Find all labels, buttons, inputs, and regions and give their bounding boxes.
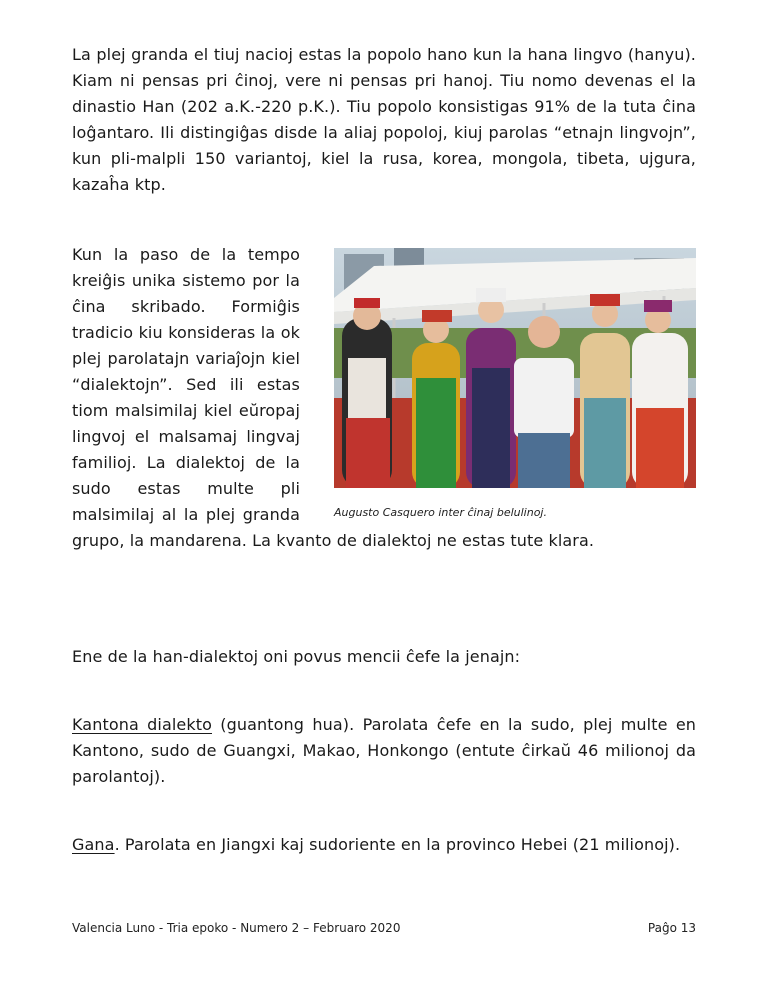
- photo-caption: Augusto Casquero inter ĉinaj belulinoj.: [334, 506, 547, 519]
- photo-group-image: [334, 248, 696, 488]
- term-cantonese: Kantona dialekto: [72, 715, 212, 734]
- paragraph-list-intro: Ene de la han-dialektoj oni povus mencii ĉefe la jenajn:: [72, 647, 521, 666]
- term-gan: Gana: [72, 835, 115, 854]
- text-gan: . Parolata en Jiangxi kaj sudoriente en la provinco Hebei (21 milionoj).: [114, 835, 681, 854]
- paragraph-gan: [72, 832, 696, 858]
- footer-publication: Valencia Luno - Tria epoko - Numero 2 – Februaro 2020: [72, 921, 401, 935]
- paragraph-cantonese: [72, 712, 696, 790]
- paragraph-dialects: Kun la paso de la tempo kreiĝis unika sistemo por la ĉina skribado. Formiĝis tradicio kiu konsideras la ok plej parolatajn variaĵojn kiel “dialektojn”. Sed ili estas tiom malsimilaj kiel eŭropaj lingvoj el malsamaj lingvaj familioj. La dialektoj de la sudo estas multe pli malsimilaj al la plej granda grupo, la mandarena. La kvanto de dialektoj ne estas tute klara.: [72, 245, 595, 550]
- photo-figure: [334, 248, 696, 519]
- paragraph-intro: La plej granda el tiuj nacioj estas la popolo hano kun la hana lingvo (hanyu). Kiam ni pensas pri ĉinoj, vere ni pensas pri hanoj. Tiu nomo devenas el la dinastio Han (202 a.K.-220 p.K.). Tiu popolo konsistigas 91% de la tuta ĉina loĝantaro. Ili distingiĝas disde la aliaj popoloj, kiuj parolas “etnajn lingvojn”, kun pli-malpli 150 variantoj, kiel la rusa, korea, mongola, tibeta, ujgura, kazaĥa ktp.: [72, 45, 696, 194]
- footer-page-number: Paĝo 13: [647, 921, 696, 935]
- page-footer: [72, 921, 696, 935]
- text-cantonese: (guantong hua). Parolata ĉefe en la sudo, plej multe en Kantono, sudo de Guangxi, Makao, Honkongo (entute ĉirkaŭ 46 milionoj da parolantoj).: [72, 715, 696, 786]
- paragraph-with-figure: [72, 242, 696, 554]
